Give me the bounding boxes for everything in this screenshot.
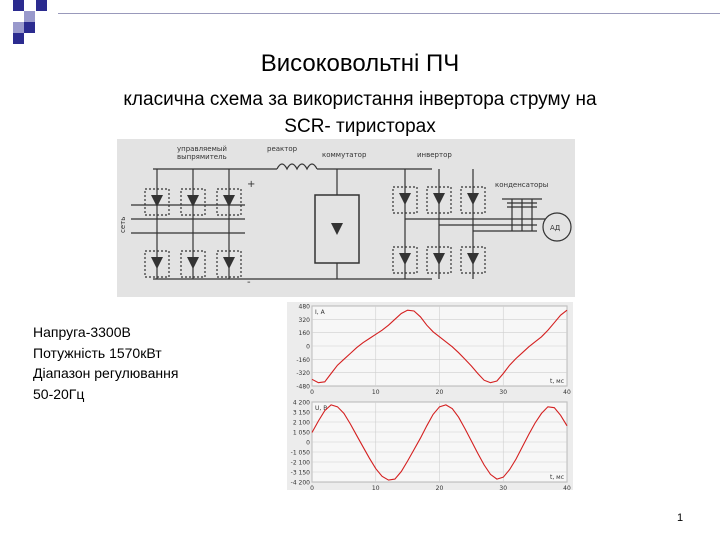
specs-list bbox=[33, 322, 263, 404]
header-divider bbox=[58, 13, 720, 14]
slide-subtitle bbox=[40, 86, 680, 140]
x-tick-label: 20 bbox=[435, 389, 444, 396]
deco-square bbox=[13, 0, 24, 11]
x-tick-label: 10 bbox=[371, 389, 380, 396]
deco-square bbox=[24, 11, 35, 22]
circuit-schematic bbox=[117, 139, 575, 297]
deco-square bbox=[24, 22, 35, 33]
x-tick-label: 0 bbox=[310, 389, 314, 396]
y-tick-label: 480 bbox=[298, 303, 310, 311]
schematic-label: управляемый bbox=[177, 145, 227, 153]
y-tick-label: -480 bbox=[296, 383, 310, 391]
deco-square bbox=[13, 33, 24, 44]
waveform-svg bbox=[287, 302, 573, 490]
y-axis-label: U, В bbox=[315, 405, 328, 412]
x-tick-label: 30 bbox=[499, 485, 508, 490]
slide-title: Високовольтні ПЧ bbox=[260, 50, 460, 77]
y-tick-label: 320 bbox=[298, 316, 310, 324]
x-tick-label: 20 bbox=[435, 485, 444, 490]
deco-square bbox=[36, 0, 47, 11]
subtitle-line: SCR- тиристорах bbox=[284, 116, 436, 137]
spec-range-value: 50-20Гц bbox=[33, 385, 85, 402]
y-tick-label: 0 bbox=[306, 439, 310, 447]
y-tick-label: -2 100 bbox=[290, 459, 310, 467]
waveform-charts bbox=[287, 302, 573, 490]
y-tick-label: -320 bbox=[296, 370, 310, 378]
x-axis-label: t, мс bbox=[550, 378, 564, 385]
schematic-label: коммутатор bbox=[322, 151, 367, 159]
schematic-drawing bbox=[117, 139, 575, 297]
page-number: 1 bbox=[676, 512, 684, 524]
subtitle-line: класична схема за використання інвертора струму на bbox=[123, 89, 597, 110]
schematic-label: выпрямитель bbox=[177, 153, 227, 161]
spec-power: Потужність 1570кВт bbox=[33, 344, 162, 361]
y-tick-label: 160 bbox=[298, 330, 310, 338]
x-axis-label: t, мс bbox=[550, 474, 564, 481]
schematic-label: инвертор bbox=[417, 151, 452, 159]
y-tick-label: 0 bbox=[306, 343, 310, 351]
y-tick-label: 2 100 bbox=[292, 419, 310, 427]
schematic-label: - bbox=[247, 277, 251, 288]
y-tick-label: -1 050 bbox=[290, 449, 310, 457]
schematic-label: конденсаторы bbox=[495, 181, 549, 189]
y-tick-label: -3 150 bbox=[290, 469, 310, 477]
y-axis-label: I, A bbox=[315, 309, 325, 316]
x-tick-label: 0 bbox=[310, 485, 314, 490]
x-tick-label: 40 bbox=[563, 389, 571, 396]
y-tick-label: 1 050 bbox=[292, 429, 310, 437]
y-tick-label: 3 150 bbox=[292, 409, 310, 417]
x-tick-label: 10 bbox=[371, 485, 380, 490]
x-tick-label: 30 bbox=[499, 389, 508, 396]
schematic-label: реактор bbox=[267, 145, 298, 153]
spec-voltage: Напруга-3300В bbox=[33, 324, 131, 340]
x-tick-label: 40 bbox=[563, 485, 571, 490]
deco-square bbox=[13, 22, 24, 33]
schematic-label: + bbox=[247, 179, 256, 190]
spec-range-label: Діапазон регулювання bbox=[33, 365, 179, 381]
y-tick-label: -160 bbox=[296, 356, 310, 364]
schematic-label: АД bbox=[550, 224, 561, 232]
y-tick-label: -4 200 bbox=[290, 479, 310, 487]
schematic-label: сеть bbox=[119, 216, 127, 233]
y-tick-label: 4 200 bbox=[292, 399, 310, 407]
